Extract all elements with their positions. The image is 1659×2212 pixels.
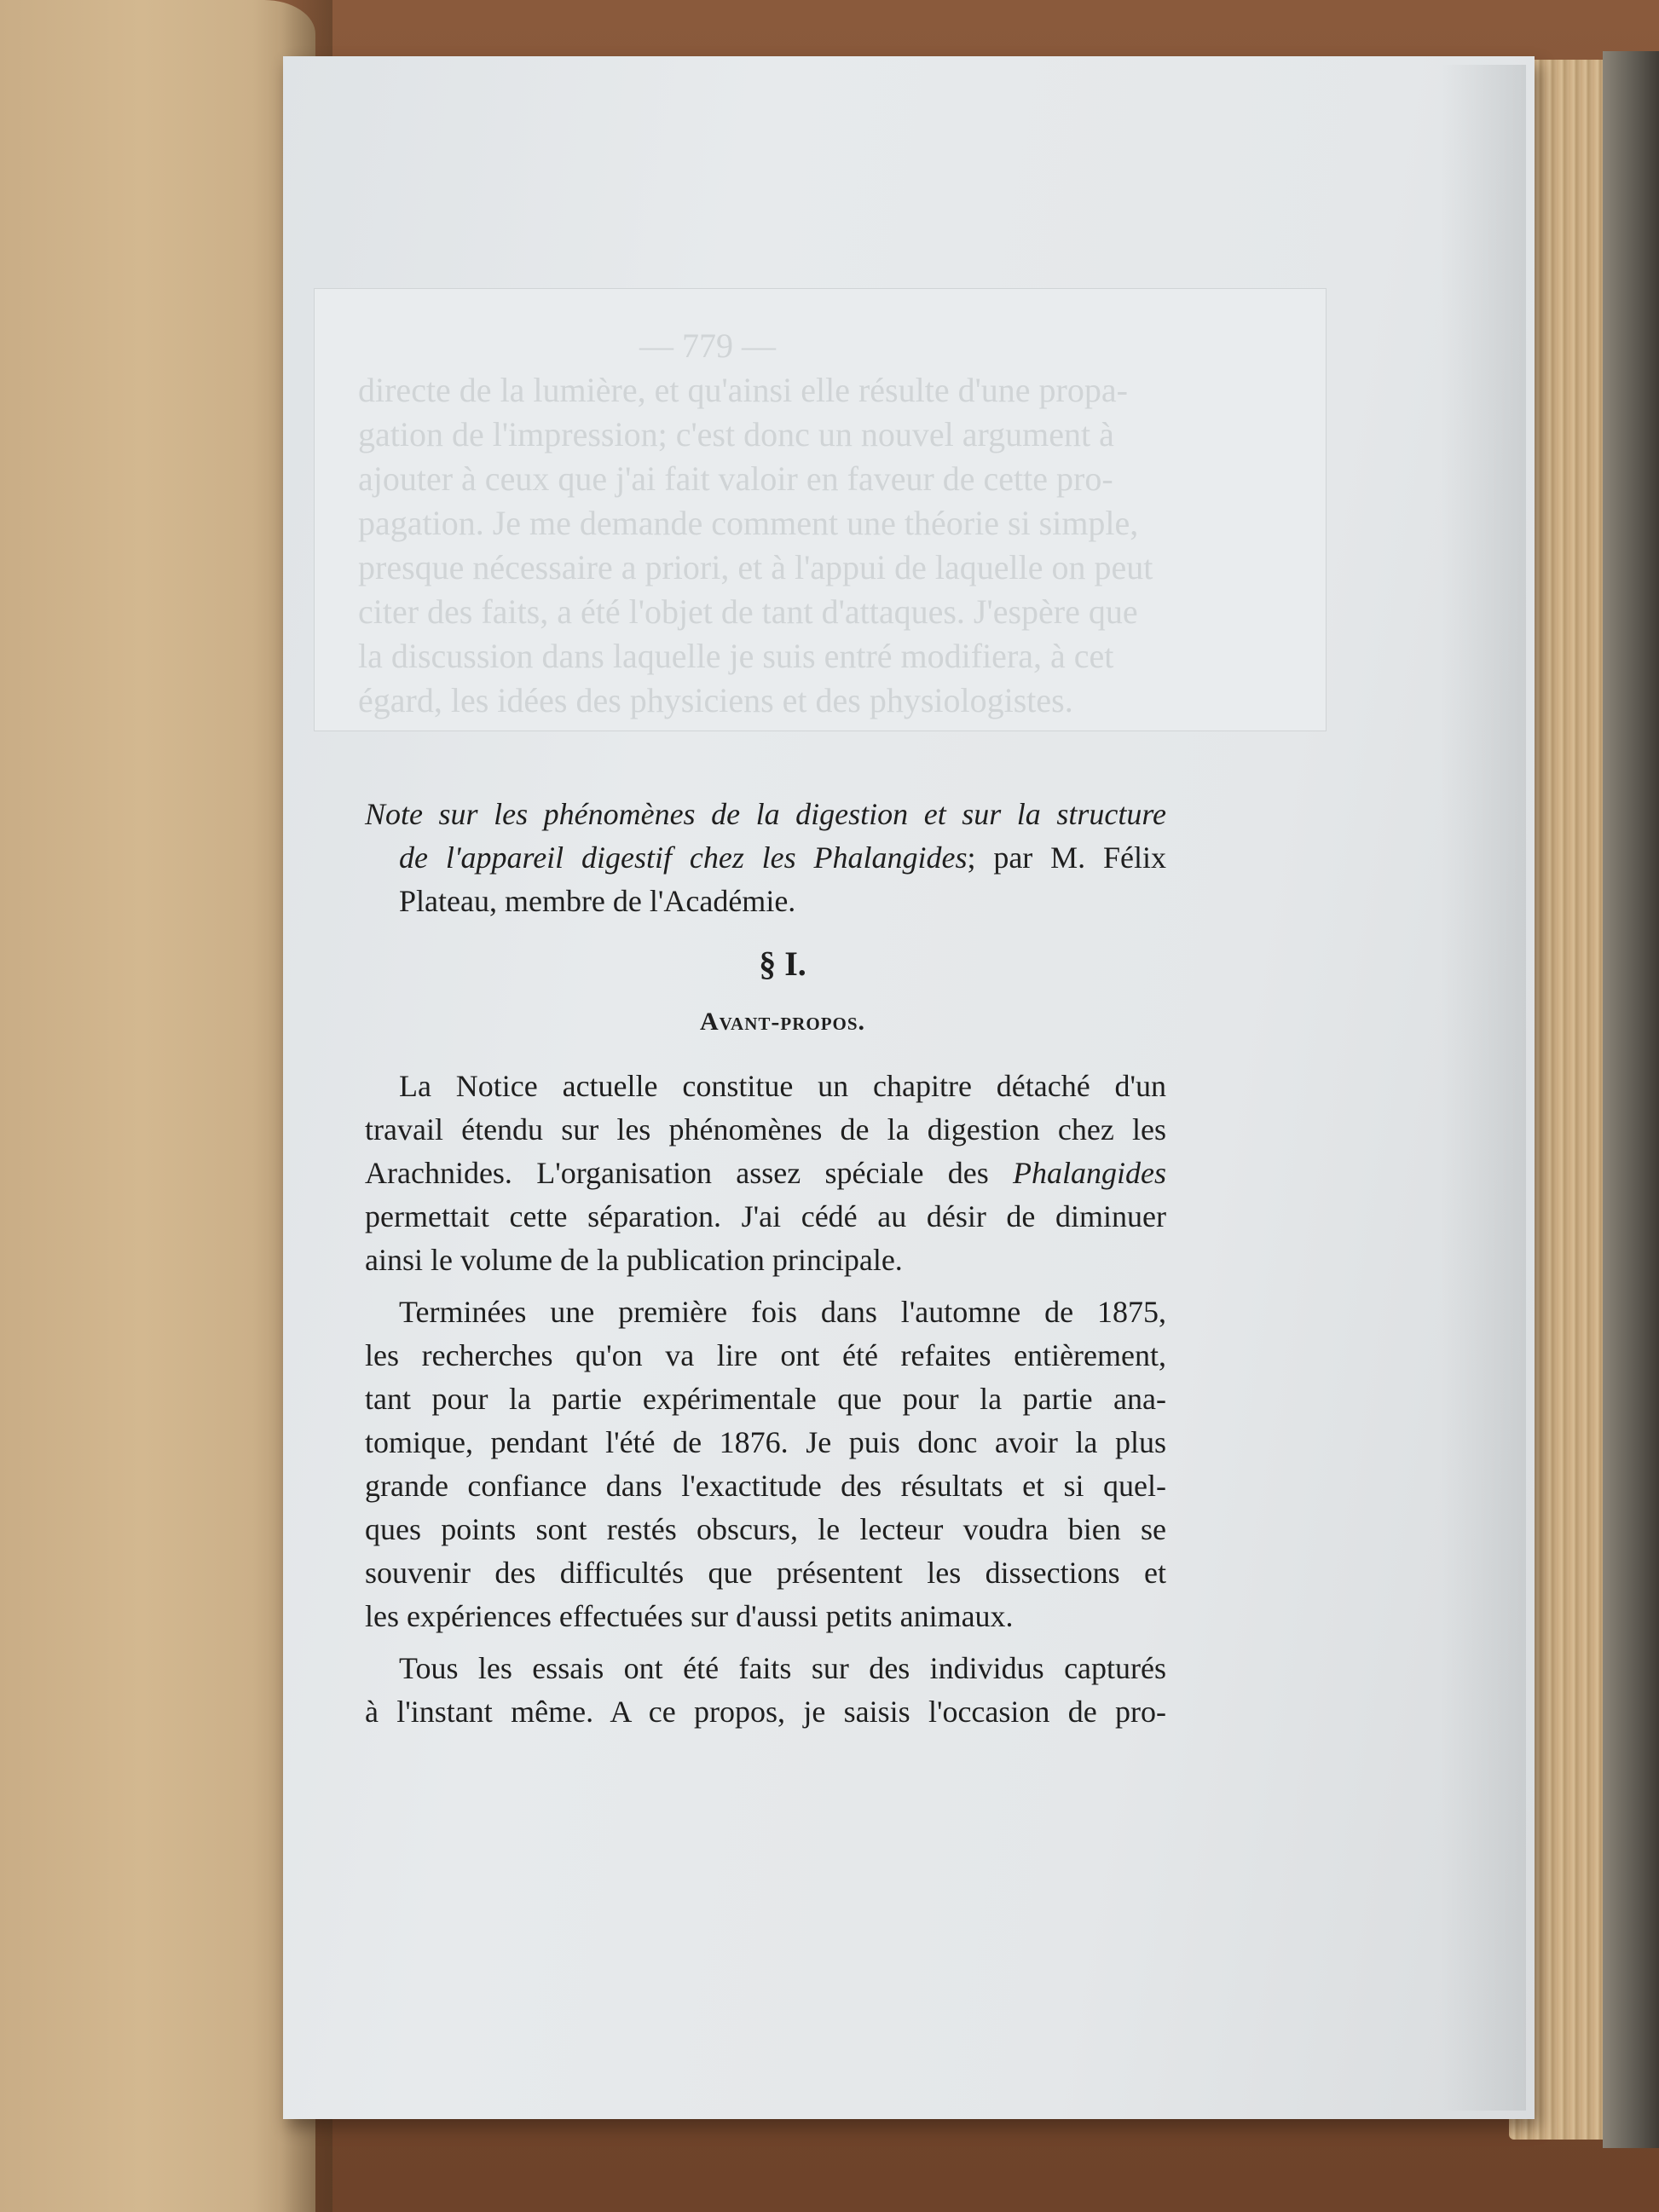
text-line: travail étendu sur les phénomènes de la digestion chez les	[365, 1112, 1166, 1146]
text-line: tomique, pendant l'été de 1876. Je puis donc avoir la plus	[365, 1425, 1166, 1459]
title-line-3: Plateau, membre de l'Académie.	[399, 884, 796, 918]
title-line-1	[365, 793, 1166, 836]
title-italic-1: Note sur les phénomènes de la digestion et sur la structure	[365, 797, 1166, 831]
section-number: § I.	[759, 944, 806, 983]
show-through-line: pagation. Je me demande comment une théorie si simple,	[358, 504, 1139, 542]
text-run: Arachnides. L'organisation assez spéciale des	[365, 1156, 1014, 1190]
text-line: ques points sont restés obscurs, le lecteur voudra bien se	[365, 1512, 1166, 1546]
page-edge-shading	[1441, 65, 1526, 2111]
title-author-prefix: ; par M. Félix	[967, 840, 1166, 875]
text-line	[365, 1152, 1166, 1195]
text-line: Tous les essais ont été faits sur des individus capturés	[399, 1651, 1166, 1685]
text-line: ainsi le volume de la publication principale.	[365, 1243, 903, 1277]
left-page	[0, 0, 315, 2212]
section-heading: Avant-propos.	[699, 1008, 866, 1036]
book-binding	[1603, 51, 1659, 2148]
text-line: souvenir des difficultés que présentent les dissections et	[365, 1556, 1166, 1590]
article-title	[365, 793, 1166, 923]
title-italic-2: de l'appareil digestif chez les Phalangides	[399, 840, 968, 875]
paragraph-1	[365, 1065, 1166, 1282]
text-line: tant pour la partie expérimentale que pour la partie ana-	[365, 1382, 1166, 1416]
text-line: grande confiance dans l'exactitude des résultats et si quel-	[365, 1469, 1166, 1503]
show-through-line: directe de la lumière, et qu'ainsi elle résulte d'une propa-	[358, 371, 1128, 409]
title-line-2	[365, 836, 1166, 880]
show-through-line: égard, les idées des physiciens et des physiologistes.	[358, 681, 1073, 719]
text-line: Terminées une première fois dans l'automne de 1875,	[399, 1295, 1166, 1329]
show-through-line: la discussion dans laquelle je suis entré modifiera, à cet	[358, 637, 1114, 675]
printed-text-block	[365, 793, 1166, 1742]
show-through-line: presque nécessaire a priori, et à l'appui de laquelle on peut	[358, 548, 1153, 586]
text-line: à l'instant même. A ce propos, je saisis l'occasion de pro-	[365, 1695, 1166, 1729]
text-line: La Notice actuelle constitue un chapitre détaché d'un	[399, 1069, 1166, 1103]
paragraph-3	[365, 1647, 1166, 1734]
show-through-text	[358, 324, 1176, 723]
text-line: permettait cette séparation. J'ai cédé au désir de diminuer	[365, 1199, 1166, 1233]
paragraph-2	[365, 1291, 1166, 1638]
text-line: les recherches qu'on va lire ont été refaites entièrement,	[365, 1338, 1166, 1372]
italic-term: Phalangides	[1013, 1156, 1166, 1190]
show-through-line: citer des faits, a été l'objet de tant d'attaques. J'espère que	[358, 592, 1138, 631]
show-through-page-number: — 779 —	[639, 326, 776, 365]
show-through-line: ajouter à ceux que j'ai fait valoir en faveur de cette pro-	[358, 459, 1113, 498]
show-through-line: gation de l'impression; c'est donc un nouvel argument à	[358, 415, 1114, 453]
text-line: les expériences effectuées sur d'aussi petits animaux.	[365, 1599, 1014, 1633]
